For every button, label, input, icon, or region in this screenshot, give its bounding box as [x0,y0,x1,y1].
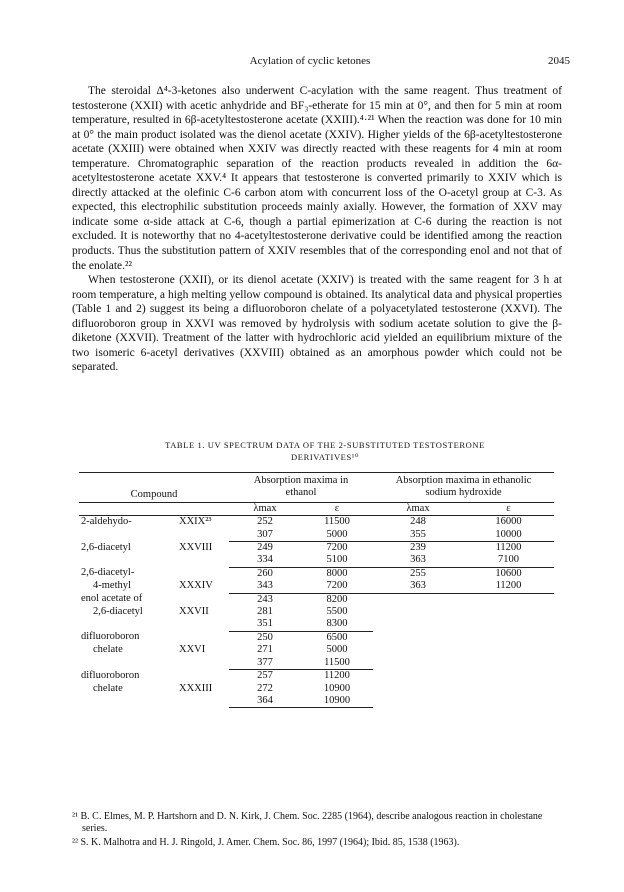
paragraph-1: The steroidal Δ⁴-3-ketones also underwent C-acylation with the same reagent. Thus treatment of testosterone (XXII) with acetic anhydride and BF₃-etherate for 15 min at 0°, and then for 5 min at room temperature, resulted in 6β-acetyltestosterone acetate (XXIII).⁴·²¹ When the reaction was done for 10 min at 0° the main product isolated was the dienol acetate (XXIV). Higher yields of the 6β-acetyltestosterone acetate (XXIII) were obtained when XXIV was directly reacted with these reagents for 4 min at room temperature. Chromatographic separation of the reaction products revealed in addition the 6α-acetyltestosterone acetate XXV.⁴ It appears that testosterone is converted primarily to XXIV which is directly attacked at the olefinic C-6 carbon atom with concurrent loss of the O-acetyl group at C-3. As expected, this electrophilic substitution proceeds mainly axially. However, the formation of XXV may indicate some α-side attack at C-6, though a partial epimerization at C-6 during the reaction is not excluded. It is noteworthy that no 4-acetyltestosterone derivative could be identified among the reaction products. Thus the substitution pattern of XXIV resembles that of the corresponding enol and not that of the enolate.²² [72,85,562,272]
table-cell: 252 [257,516,273,528]
table-cell: 271 [257,644,273,656]
table-row [79,580,554,593]
table-caption-line2: DERIVATIVES¹⁰ [291,452,359,462]
table-cell: 307 [229,529,301,542]
running-title: Acylation of cyclic ketones [249,55,371,67]
table-cell: 377 [229,657,301,670]
table-cell: 7200 [326,542,348,554]
table-cell [463,644,554,656]
uv-spectrum-table [79,472,554,708]
table-caption-line1: TABLE 1. UV SPECTRUM DATA OF THE 2-SUBSTITUTED TESTOSTERONE [165,440,485,450]
table-cell: 363 [373,554,463,567]
compound-name [79,695,177,708]
table-cell [463,618,554,631]
table-cell: 7100 [463,554,554,567]
table-cell: 8300 [301,618,373,631]
compound-code: XXVI [179,644,206,656]
compound-code: XXXIV [179,580,213,592]
table-row [79,683,554,695]
compound-code [177,657,229,670]
table-cell [373,644,463,656]
compound-code: XXXIII [179,682,213,694]
table-cell: 11200 [463,580,554,593]
table-cell: 281 [257,606,273,618]
table-cell: 243 [257,593,273,605]
table-cell [463,670,554,683]
table-cell: 7200 [301,580,373,593]
table-cell: 255 [410,567,426,579]
table-cell [373,657,463,670]
compound-name: difluoroboron [81,669,140,681]
table-cell: 10000 [463,529,554,542]
compound-name: 4-methyl [93,580,131,592]
table-cell [373,631,463,644]
table-row [79,695,554,708]
table-cell [373,670,463,683]
table-cell [463,606,554,618]
table-cell [373,618,463,631]
table-cell: 5100 [301,554,373,567]
compound-code [177,670,229,683]
header-ethanol: Absorption maxima in ethanol [229,473,373,503]
table-cell: 10900 [323,682,351,694]
table-row [79,644,554,656]
table-cell: 11200 [495,542,522,554]
subheader-lambda-naoh: λmax [373,502,463,515]
paragraph-2: When testosterone (XXII), or its dienol acetate (XXIV) is treated with the same reagent for 3 h at room temperature, a high melting yellow compound is obtained. Its analytical data and physical properties (Table 1 and 2) suggest its being a difluoroboron chelate of a polyacetylated testosterone (XXVI). The difluoroboron group in XXVI was removed by hydrolysis with sodium acetate solution to give the β-diketone (XXVII). Treatment of the latter with hydrochloric acid yielded an equilibrium mixture of the two isomeric 6-acetyl derivatives (XXVIII) obtained as an amorphous powder which could not be separated. [72,274,562,374]
table-cell: 355 [373,529,463,542]
table-cell: 5000 [301,529,373,542]
subheader-eps-naoh: ε [463,502,554,515]
table-row [79,529,554,542]
table-cell: 257 [257,670,273,682]
table-cell [463,631,554,644]
table-row [79,554,554,567]
table-cell: 239 [410,542,426,554]
compound-code [177,529,229,542]
table-row [79,593,554,606]
table-row [79,606,554,618]
table-row [79,516,554,529]
table-cell: 11500 [301,657,373,670]
table-cell: 334 [229,554,301,567]
table-cell: 364 [229,695,301,708]
subheader-eps-ethanol: ε [301,502,373,515]
compound-code: XXIX²³ [179,516,212,528]
compound-name: 2,6-diacetyl [81,541,131,553]
table-cell: 8000 [326,567,348,579]
compound-code [177,567,229,580]
table-cell [463,593,554,606]
compound-name: 2-aldehydo- [81,516,132,528]
table-cell: 248 [410,516,426,528]
table-cell: 11500 [324,516,350,528]
table-cell: 272 [257,682,273,694]
compound-name: difluoroboron [81,631,140,643]
compound-name: enol acetate of [81,593,143,605]
table-row [79,542,554,555]
compound-code [177,618,229,631]
table-cell: 11200 [324,670,350,682]
footnotes [72,811,562,850]
compound-name: 2,6-diacetyl- [81,567,135,579]
compound-code: XXVII [179,606,209,618]
compound-code [177,593,229,606]
table-cell: 249 [257,542,273,554]
table-cell: 260 [257,567,273,579]
header-naoh: Absorption maxima in ethanolic sodium hydroxide [373,473,554,503]
compound-code [177,631,229,644]
table-cell [373,683,463,695]
compound-name [79,554,177,567]
table-cell: 5000 [326,644,348,656]
table-row [79,567,554,580]
compound-code: XXVIII [179,541,213,553]
compound-code [177,695,229,708]
table-cell [463,657,554,670]
table-caption [100,439,550,463]
table-cell: 10600 [495,567,522,579]
compound-name: 2,6-diacetyl [93,606,143,618]
table-cell: 16000 [495,516,522,528]
header-compound: Compound [79,473,229,503]
footnote-22: ²² S. K. Malhotra and H. J. Ringold, J. Amer. Chem. Soc. 86, 1997 (1964); Ibid. 85, 1538 (1963). [72,836,460,848]
table-cell: 351 [229,618,301,631]
page-number: 2045 [548,55,570,67]
uv-table-body [79,516,554,708]
table-cell: 8200 [326,593,348,605]
table-cell: 10900 [301,695,373,708]
table-cell [463,695,554,708]
table-cell: 6500 [326,631,348,643]
subheader-lambda-ethanol: λmax [229,502,301,515]
footnote-21: ²¹ B. C. Elmes, M. P. Hartshorn and D. N. Kirk, J. Chem. Soc. 2285 (1964), describe analogous reaction in cholestane series. [72,811,543,835]
table-cell [373,606,463,618]
body-text [72,84,562,375]
table-cell: 5500 [326,606,348,618]
table-row [79,631,554,644]
compound-name: chelate [93,682,123,694]
table-cell: 343 [229,580,301,593]
table-cell [463,683,554,695]
table-row [79,670,554,683]
table-row [79,657,554,670]
table-cell [373,695,463,708]
table-row [79,618,554,631]
compound-code [177,554,229,567]
compound-name [79,529,177,542]
compound-name [79,618,177,631]
table-cell [373,593,463,606]
table-cell: 250 [257,631,273,643]
table-cell: 363 [373,580,463,593]
compound-name [79,657,177,670]
compound-name: chelate [93,644,123,656]
